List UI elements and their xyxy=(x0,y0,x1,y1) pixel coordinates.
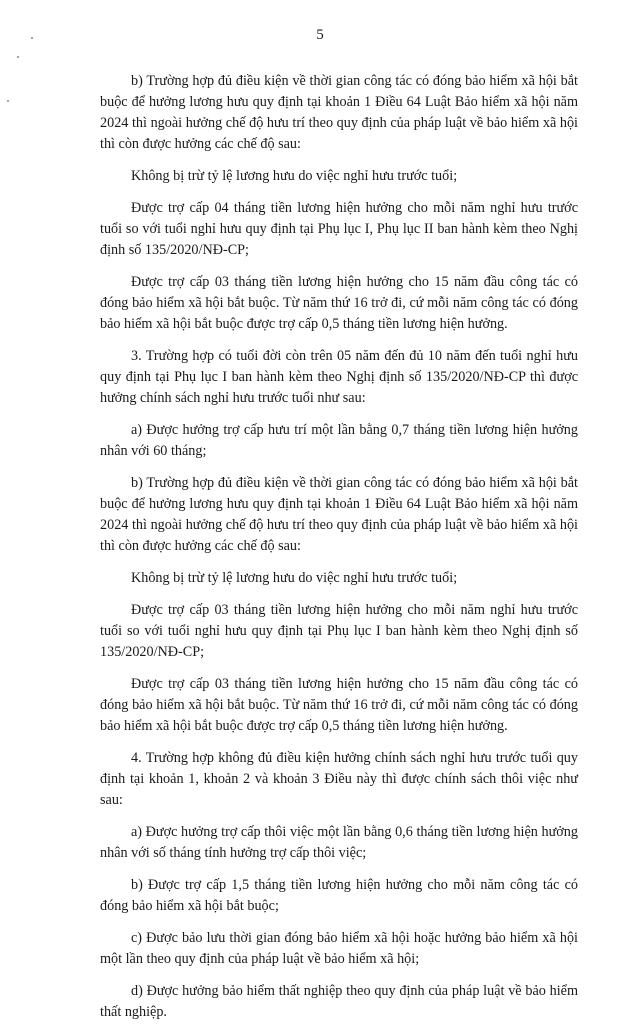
paragraph-clause-4: 4. Trường hợp không đủ điều kiện hưởng chính sách nghỉ hưu trước tuổi quy định tại khoản 1, khoản 2 và khoản 3 Điều này thì được chính sách thôi việc như sau: xyxy=(100,750,578,808)
paragraph-allowance-03-months: Được trợ cấp 03 tháng tiền lương hiện hưởng cho mỗi năm nghỉ hưu trước tuổi so với tuổi nghỉ hưu quy định tại Phụ lục I ban hành kèm theo Nghị định số 135/2020/NĐ-CP; xyxy=(100,602,578,660)
paragraph-4c: c) Được bảo lưu thời gian đóng bảo hiểm xã hội hoặc hưởng bảo hiểm xã hội một lần theo quy định của pháp luật về bảo hiểm xã hội; xyxy=(100,930,578,967)
paragraph-4a: a) Được hưởng trợ cấp thôi việc một lần bằng 0,6 tháng tiền lương hiện hưởng nhân với số tháng tính hưởng trợ cấp thôi việc; xyxy=(100,824,578,861)
paragraph-1b-conditions: b) Trường hợp đủ điều kiện về thời gian công tác có đóng bảo hiểm xã hội bắt buộc để hưởng lương hưu quy định tại khoản 1 Điều 64 Luật Bảo hiểm xã hội năm 2024 thì ngoài hưởng chế độ hưu trí theo quy định của pháp luật về bảo hiểm xã hội thì còn được hưởng các chế độ sau: xyxy=(100,73,578,152)
paragraph-no-deduction-2: Không bị trừ tỷ lệ lương hưu do việc nghỉ hưu trước tuổi; xyxy=(131,570,458,586)
paragraph-3b-conditions: b) Trường hợp đủ điều kiện về thời gian công tác có đóng bảo hiểm xã hội bắt buộc để hưởng lương hưu quy định tại khoản 1 Điều 64 Luật Bảo hiểm xã hội năm 2024 thì ngoài hưởng chế độ hưu trí theo quy định của pháp luật về bảo hiểm xã hội thì còn được hưởng các chế độ sau: xyxy=(100,475,578,554)
paragraph-4d: d) Được hưởng bảo hiểm thất nghiệp theo quy định của pháp luật về bảo hiểm thất nghiệp. xyxy=(100,983,578,1020)
paragraph-allowance-04-months: Được trợ cấp 04 tháng tiền lương hiện hưởng cho mỗi năm nghỉ hưu trước tuổi so với tuổi nghỉ hưu quy định tại Phụ lục I, Phụ lục II ban hành kèm theo Nghị định số 135/2020/NĐ-CP; xyxy=(100,200,578,258)
scan-speck xyxy=(17,56,19,58)
page-number: 5 xyxy=(316,27,324,43)
paragraph-no-deduction: Không bị trừ tỷ lệ lương hưu do việc nghỉ hưu trước tuổi; xyxy=(131,168,458,184)
scan-speck xyxy=(7,100,9,102)
paragraph-clause-3: 3. Trường hợp có tuổi đời còn trên 05 năm đến đủ 10 năm đến tuổi nghỉ hưu quy định tại Phụ lục I ban hành kèm theo Nghị định số 135/2020/NĐ-CP thì được hưởng chính sách nghỉ hưu trước tuổi như sau: xyxy=(100,348,578,406)
paragraph-allowance-15-years: Được trợ cấp 03 tháng tiền lương hiện hưởng cho 15 năm đầu công tác có đóng bảo hiểm xã hội bắt buộc. Từ năm thứ 16 trở đi, cứ mỗi năm công tác có đóng bảo hiểm xã hội bắt buộc được trợ cấp 0,5 tháng tiền lương hiện hưởng. xyxy=(100,274,578,332)
body-text xyxy=(100,71,578,1034)
paragraph-3a: a) Được hưởng trợ cấp hưu trí một lần bằng 0,7 tháng tiền lương hiện hưởng nhân với 60 tháng; xyxy=(100,422,578,459)
paragraph-4b: b) Được trợ cấp 1,5 tháng tiền lương hiện hưởng cho mỗi năm công tác có đóng bảo hiểm xã hội bắt buộc; xyxy=(100,877,578,914)
paragraph-allowance-15-years-2: Được trợ cấp 03 tháng tiền lương hiện hưởng cho 15 năm đầu công tác có đóng bảo hiểm xã hội bắt buộc. Từ năm thứ 16 trở đi, cứ mỗi năm công tác có đóng bảo hiểm xã hội bắt buộc được trợ cấp 0,5 tháng tiền lương hiện hưởng. xyxy=(100,676,578,734)
